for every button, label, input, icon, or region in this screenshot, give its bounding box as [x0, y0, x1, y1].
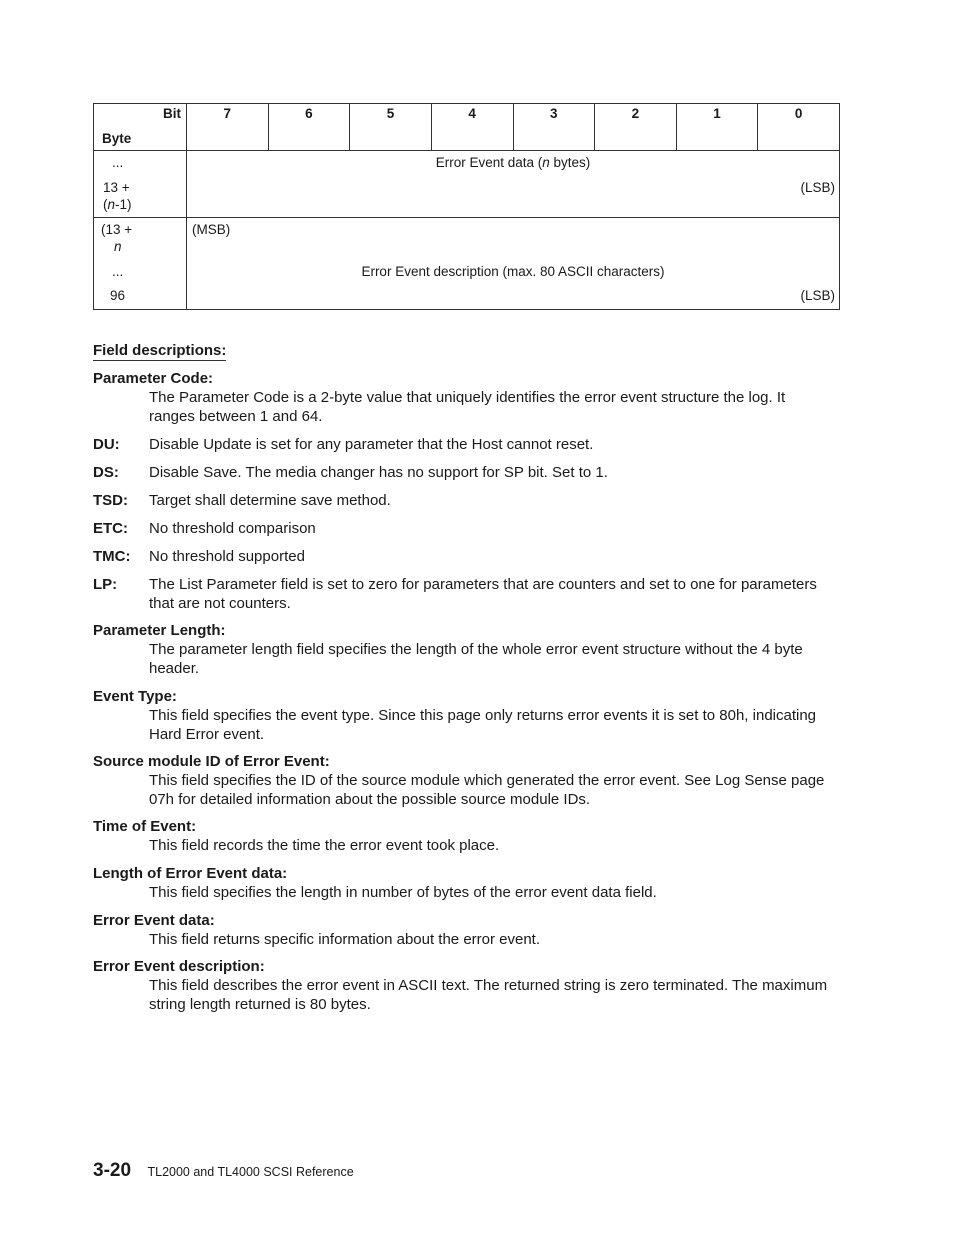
field-term: Time of Event:	[93, 818, 197, 835]
table-row-error-event-description	[94, 218, 840, 310]
field-desc: This field specifies the length in number of bytes of the error event data field.	[149, 884, 657, 901]
byte-range-cell	[94, 218, 187, 310]
byte-label: Byte	[102, 131, 132, 146]
field-desc: No threshold comparison	[149, 520, 316, 537]
lsb-marker: (LSB)	[800, 180, 835, 195]
field-descriptions-heading: Field descriptions:	[93, 342, 227, 359]
field-term: Error Event description:	[93, 958, 265, 975]
bit-header: 5	[350, 104, 432, 151]
field-term: TMC:	[93, 548, 131, 565]
msb-marker: (MSB)	[192, 222, 231, 237]
field-error-event-data	[93, 911, 833, 949]
field-term: LP:	[93, 576, 118, 593]
field-term: TSD:	[93, 492, 128, 509]
field-desc: This field records the time the error event took place.	[149, 837, 500, 854]
document-title: TL2000 and TL4000 SCSI Reference	[147, 1165, 354, 1179]
byte-range-cell	[94, 151, 187, 218]
byte-end: (n-1)	[103, 197, 132, 212]
bit-header: 6	[268, 104, 350, 151]
bit-header: 3	[513, 104, 595, 151]
field-term: Parameter Length:	[93, 622, 226, 639]
field-name: Error Event data (n bytes)	[435, 155, 591, 170]
field-etc	[93, 519, 833, 538]
table-header-row	[94, 104, 840, 151]
field-ds	[93, 463, 833, 482]
byte-ellipsis: ...	[112, 264, 124, 279]
bit-header: 2	[595, 104, 677, 151]
error-event-data-cell	[187, 151, 840, 218]
field-desc: This field returns specific information about the error event.	[149, 931, 541, 948]
field-desc: No threshold supported	[149, 548, 305, 565]
field-desc: Disable Save. The media changer has no support for SP bit. Set to 1.	[149, 464, 608, 481]
field-desc: This field specifies the event type. Since this page only returns error events it is set to 80h, indicating Hard Error event.	[149, 707, 817, 743]
field-desc: Target shall determine save method.	[149, 492, 391, 509]
bit-header: 1	[676, 104, 758, 151]
field-time-of-event	[93, 817, 833, 855]
field-term: ETC:	[93, 520, 128, 537]
bit-header: 7	[187, 104, 269, 151]
field-error-event-description	[93, 957, 833, 1014]
field-tsd	[93, 491, 833, 510]
error-event-description-cell	[187, 218, 840, 310]
field-term: Length of Error Event data:	[93, 865, 288, 882]
page-number: 3-20	[93, 1160, 132, 1181]
field-desc: The List Parameter field is set to zero for parameters that are counters and set to one for parameters that are not counters.	[149, 576, 817, 612]
bit-header: 4	[431, 104, 513, 151]
byte-start-n: n	[114, 239, 122, 254]
field-term: Error Event data:	[93, 912, 215, 929]
field-parameter-code	[93, 369, 833, 426]
byte-start: (13 +	[101, 222, 133, 237]
field-term: DS:	[93, 464, 119, 481]
field-source-module-id	[93, 752, 833, 809]
field-term: Parameter Code:	[93, 370, 214, 387]
field-desc: This field specifies the ID of the source module which generated the error event. See Log Sense page 07h for detailed information about the possible source module IDs.	[149, 772, 825, 808]
field-term: Event Type:	[93, 688, 177, 705]
field-length-of-error-event-data	[93, 864, 833, 902]
field-term: Source module ID of Error Event:	[93, 753, 330, 770]
field-tmc	[93, 547, 833, 566]
byte-end: 96	[110, 288, 126, 303]
corner-cell	[94, 104, 187, 151]
field-lp	[93, 575, 833, 612]
field-parameter-length	[93, 621, 833, 678]
bit-header: 0	[758, 104, 840, 151]
field-event-type	[93, 687, 833, 744]
field-desc: The Parameter Code is a 2-byte value that uniquely identifies the error event structure the log. It ranges between 1 and 64.	[149, 389, 786, 425]
bit-label: Bit	[163, 106, 181, 121]
table-row-error-event-data	[94, 151, 840, 218]
byte-ellipsis: ...	[112, 155, 124, 170]
byte-layout-table	[93, 103, 840, 310]
field-desc: This field describes the error event in ASCII text. The returned string is zero terminated. The maximum string length returned is 80 bytes.	[149, 977, 828, 1013]
page-footer	[93, 1160, 354, 1182]
field-name: Error Event description (max. 80 ASCII characters)	[361, 264, 665, 279]
lsb-marker: (LSB)	[800, 288, 835, 303]
field-term: DU:	[93, 436, 120, 453]
field-desc: Disable Update is set for any parameter that the Host cannot reset.	[149, 436, 594, 453]
field-du	[93, 435, 833, 454]
field-desc: The parameter length field specifies the length of the whole error event structure without the 4 byte header.	[149, 641, 803, 677]
byte-start: 13 +	[103, 180, 130, 195]
